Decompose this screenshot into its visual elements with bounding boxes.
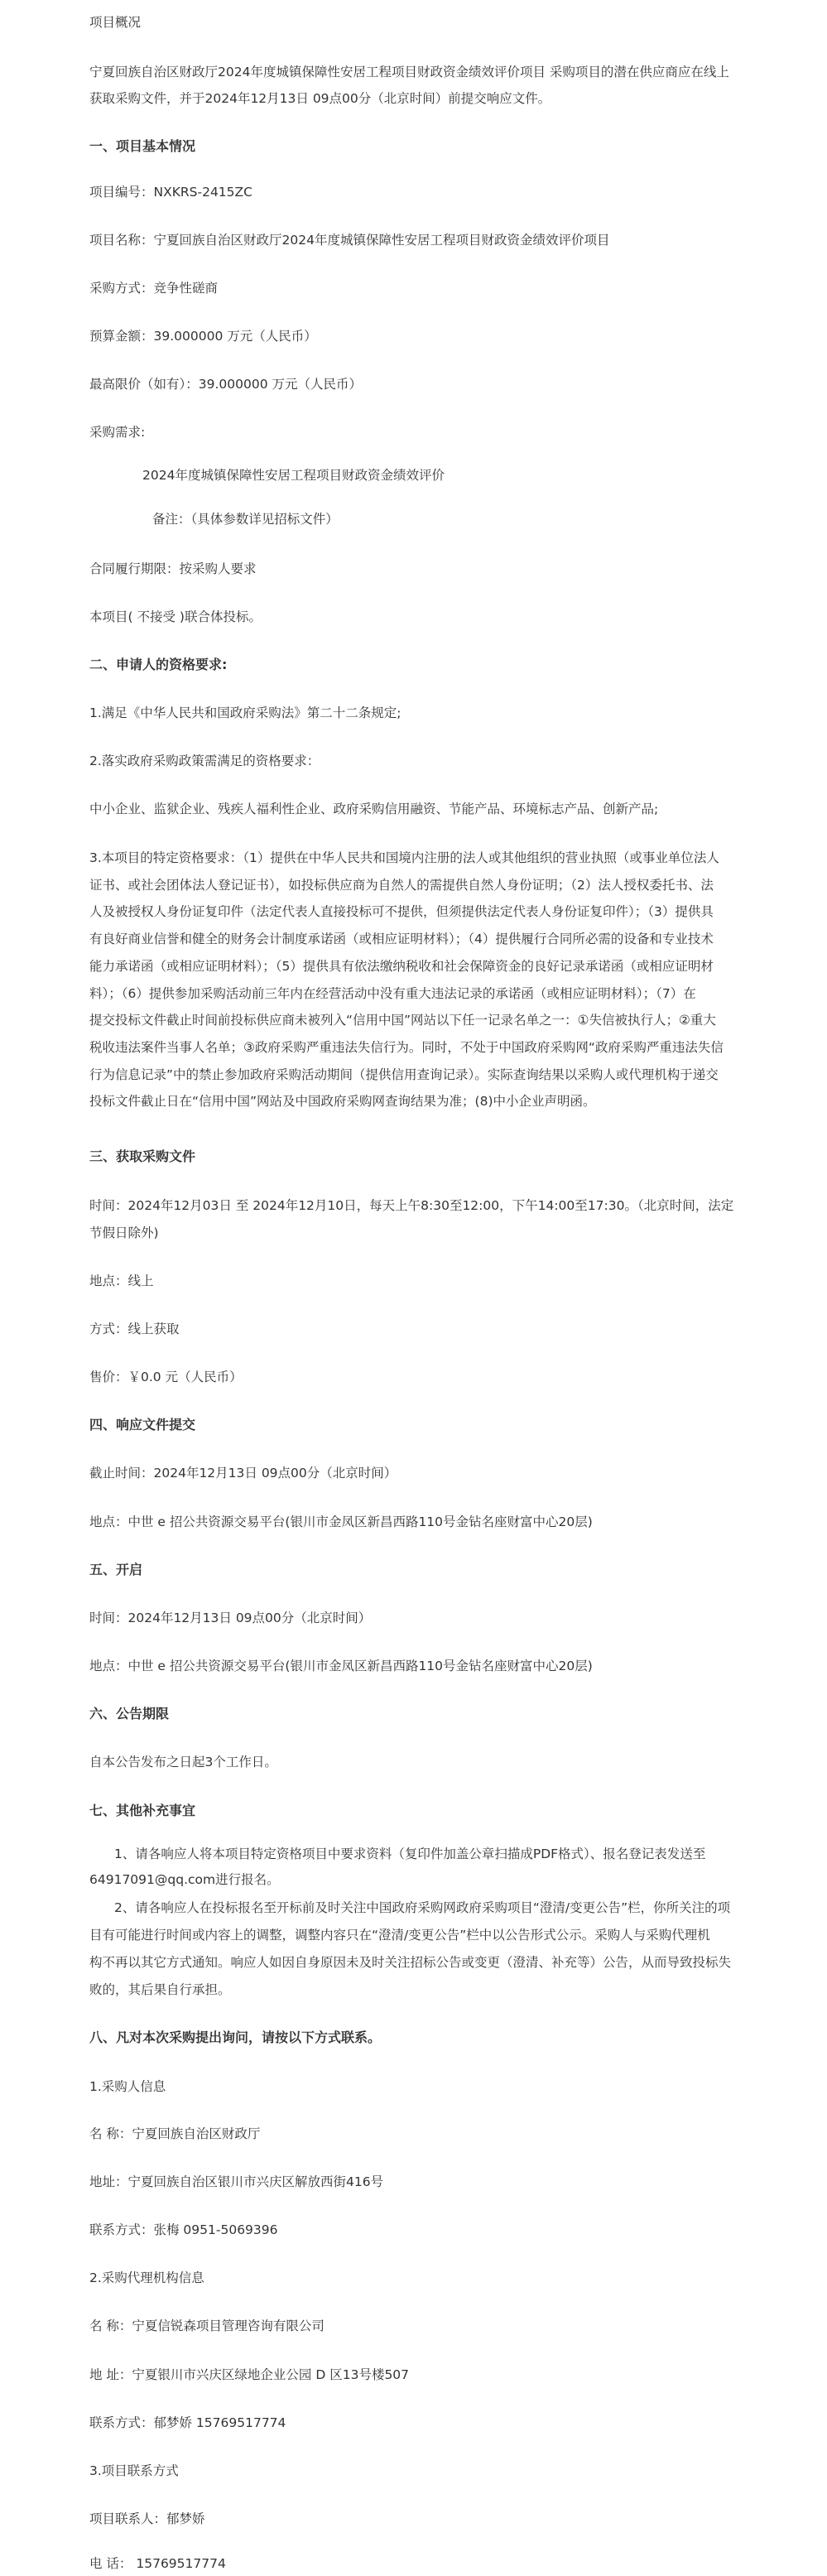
section-heading-obtain-documents: 三、获取采购文件 (89, 1148, 196, 1164)
qualification-3-line: 有良好商业信誉和健全的财务会计制度承诺函（或相应证明材料）；（4）提供履行合同所必需的设备和专业技术 (89, 932, 714, 947)
supplementary-2-line: 败的，其后果自行承担。 (89, 1982, 231, 1997)
obtain-place: 地点：线上 (89, 1274, 154, 1288)
project-name: 项目名称：宁夏回族自治区财政厅2024年度城镇保障性安居工程项目财政资金绩效评价项目 (89, 233, 610, 248)
section-heading-qualifications: 二、申请人的资格要求: (89, 657, 228, 672)
notice-period: 自本公告发布之日起3个工作日。 (89, 1755, 277, 1769)
obtain-time-line: 时间：2024年12月03日 至 2024年12月10日，每天上午8:30至12:00，下午14:00至17:30。（北京时间，法定 (89, 1198, 734, 1213)
opening-time: 时间：2024年12月13日 09点00分（北京时间） (89, 1611, 372, 1625)
overview-line: 获取采购文件，并于2024年12月13日 09点00分（北京时间）前提交响应文件。 (89, 91, 551, 106)
section-heading-opening: 五、开启 (89, 1562, 143, 1577)
qualification-3-line: 投标文件截止日在“信用中国”网站及中国政府采购网查询结果为准；(8)中小企业声明函。 (89, 1094, 596, 1110)
purchaser-heading: 1.采购人信息 (89, 2079, 166, 2094)
requirements-note-text: 备注：（具体参数详见招标文件） (152, 512, 339, 527)
agency-address: 地 址：宁夏银川市兴庆区绿地企业公园 D 区13号楼507 (89, 2367, 410, 2382)
section-heading-notice-period: 六、公告期限 (89, 1706, 170, 1721)
agency-contact: 联系方式：郁梦娇 15769517774 (89, 2415, 286, 2430)
obtain-time-line: 节假日除外) (89, 1225, 159, 1240)
purchaser-contact: 联系方式：张梅 0951-5069396 (89, 2222, 278, 2237)
supplementary-2-line: 2、请各响应人在投标报名至开标前及时关注中国政府采购网政府采购项目“澄清/变更公告”栏，你所关注的项 (114, 1900, 731, 1915)
qualification-3-line: 提交投标文件截止时间前投标供应商未被列入“信用中国”网站以下任一记录名单之一：①失信被执行人；②重大 (89, 1013, 716, 1028)
agency-heading: 2.采购代理机构信息 (89, 2270, 204, 2285)
purchaser-name: 名 称：宁夏回族自治区财政厅 (89, 2126, 261, 2141)
consortium-policy: 本项目( 不接受 )联合体投标。 (89, 609, 262, 624)
opening-place: 地点：中世 e 招公共资源交易平台(银川市金凤区新昌西路110号金钻名座财富中心20层) (89, 1659, 593, 1673)
qualification-3-line: 能力承诺函（或相应证明材料）；（5）提供具有依法缴纳税收和社会保障资金的良好记录承诺函（或相应证明材 (89, 958, 714, 974)
section-heading-basic-info: 一、项目基本情况 (89, 138, 196, 154)
agency-name: 名 称：宁夏信锐森项目管理咨询有限公司 (89, 2318, 325, 2333)
project-number: 项目编号：NXKRS-2415ZC (89, 185, 252, 200)
requirements-label: 采购需求: (89, 425, 146, 440)
procurement-method: 采购方式：竞争性磋商 (89, 281, 219, 296)
supplementary-2-line: 构不再以其它方式通知。响应人如因自身原因未及时关注招标公告或变更（澄清、补充等）公告，从而导致投标失 (89, 1955, 732, 1970)
supplementary-1-line: 1、请各响应人将本项目特定资格项目中要求资料（复印件加盖公章扫描成PDF格式）、报名登记表发送至 (114, 1847, 706, 1861)
overview-heading: 项目概况 (89, 15, 142, 30)
section-heading-contact: 八、凡对本次采购提出询问，请按以下方式联系。 (89, 2030, 382, 2045)
qualification-3-line: 证书、或社会团体法人登记证书），如投标供应商为自然人的需提供自然人身份证明；（2）法人授权委托书、法 (89, 877, 714, 893)
requirements-item: 2024年度城镇保障性安居工程项目财政资金绩效评价 (142, 468, 445, 483)
max-price: 最高限价（如有）：39.000000 万元（人民币） (89, 377, 362, 392)
qualification-3-line: 税收违法案件当事人名单；③政府采购严重违法失信行为。同时，不处于中国政府采购网“政府采购严重违法失信 (89, 1039, 724, 1055)
qualification-3-line: 行为信息记录”中的禁止参加政府采购活动期间（提供信用查询记录）。实际查询结果以采购人或代理机构于递交 (89, 1067, 719, 1082)
qualification-3-line: 3.本项目的特定资格要求：（1）提供在中华人民共和国境内注册的法人或其他组织的营业执照（或事业单位法人 (89, 850, 719, 865)
requirements-note (142, 507, 339, 532)
budget-amount: 预算金额：39.000000 万元（人民币） (89, 329, 317, 344)
purchaser-address: 地址：宁夏回族自治区银川市兴庆区解放西街416号 (89, 2174, 384, 2189)
project-contact-phone: 电 话： 15769517774 (89, 2556, 226, 2571)
qualification-3-line: 料）；（6）提供参加采购活动前三年内在经营活动中没有重大违法记录的承诺函（或相应证明材料）；（7）在 (89, 985, 696, 1001)
qualification-3-line: 人及被授权人身份证复印件（法定代表人直接投标可不提供，但须提供法定代表人身份证复印件）；（3）提供具 (89, 904, 714, 920)
section-heading-supplementary: 七、其他补充事宜 (89, 1803, 196, 1818)
qualification-2-detail: 中小企业、监狱企业、残疾人福利性企业、政府采购信用融资、节能产品、环境标志产品、创新产品; (89, 802, 659, 816)
contract-period: 合同履行期限：按采购人要求 (89, 561, 257, 576)
obtain-method: 方式：线上获取 (89, 1322, 180, 1336)
qualification-2: 2.落实政府采购政策需满足的资格要求： (89, 754, 320, 768)
project-contact-person: 项目联系人：郁梦娇 (89, 2511, 205, 2526)
submission-place: 地点：中世 e 招公共资源交易平台(银川市金凤区新昌西路110号金钻名座财富中心20层) (89, 1514, 593, 1529)
supplementary-2-line: 目有可能进行时间或内容上的调整，调整内容只在“澄清/变更公告”栏中以公告形式公示。采购人与采购代理机 (89, 1928, 710, 1943)
submission-deadline: 截止时间：2024年12月13日 09点00分（北京时间） (89, 1466, 397, 1481)
qualification-1: 1.满足《中华人民共和国政府采购法》第二十二条规定; (89, 705, 401, 720)
obtain-price: 售价：￥0.0 元（人民币） (89, 1370, 243, 1384)
overview-line: 宁夏回族自治区财政厅2024年度城镇保障性安居工程项目财政资金绩效评价项目 采购项目的潜在供应商应在线上 (89, 65, 729, 79)
section-heading-submission: 四、响应文件提交 (89, 1417, 196, 1432)
supplementary-1-line: 64917091@qq.com进行报名。 (89, 1872, 280, 1887)
project-contact-heading: 3.项目联系方式 (89, 2463, 179, 2478)
